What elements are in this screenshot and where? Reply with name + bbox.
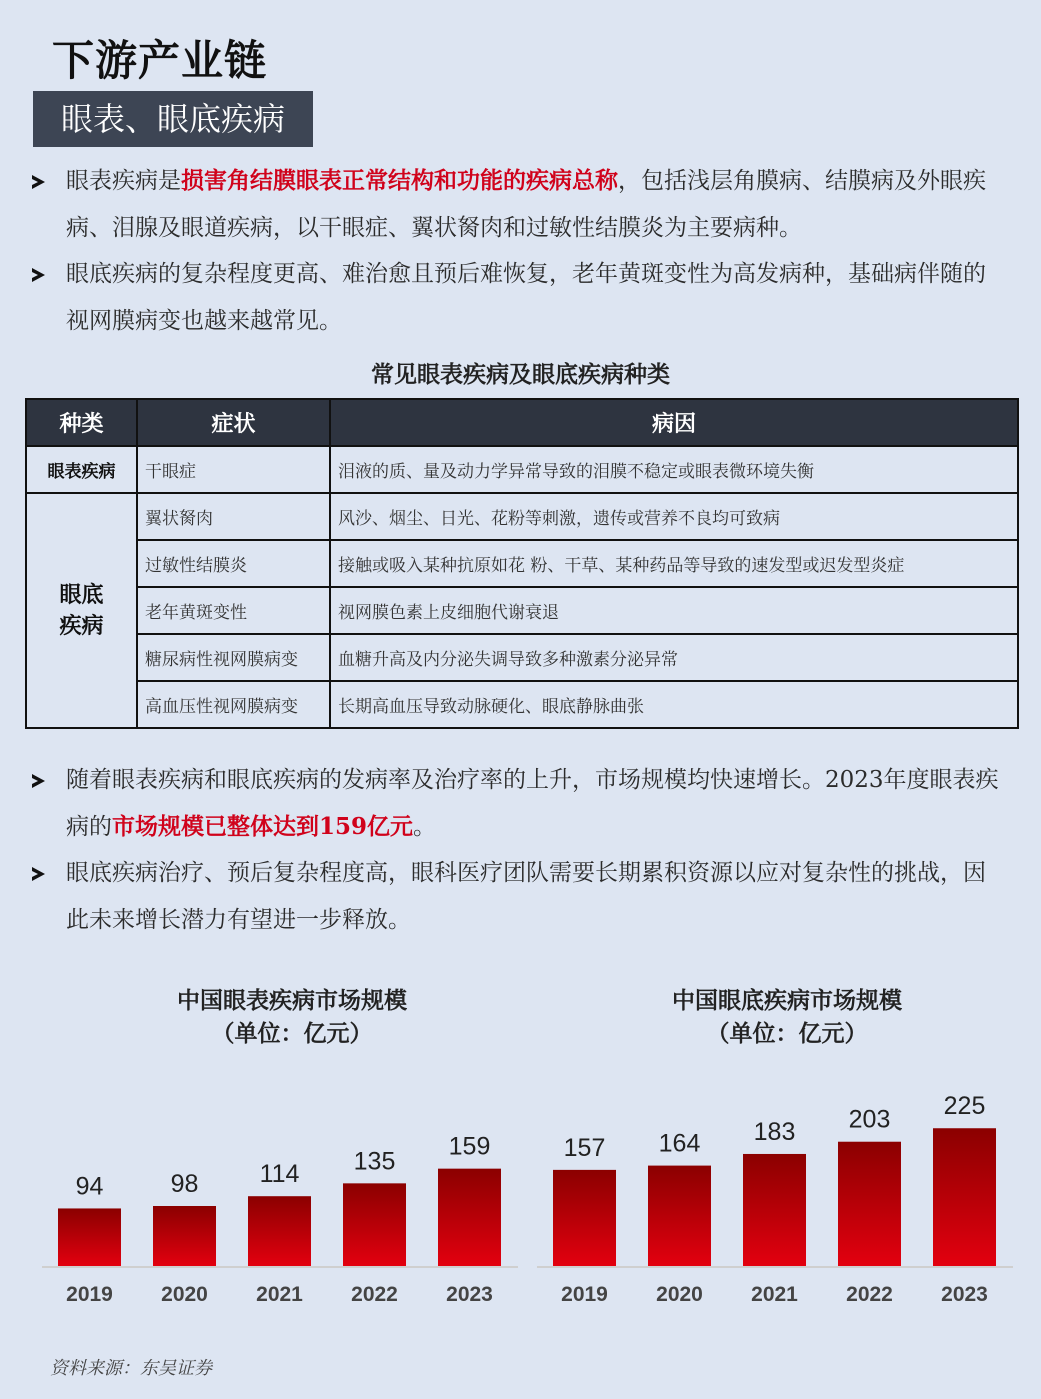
x-tick-label: 2022 <box>846 1283 893 1306</box>
data-label: 225 <box>943 1092 986 1121</box>
x-tick-label: 2022 <box>351 1283 398 1306</box>
data-label: 157 <box>563 1133 606 1162</box>
chart-1-title: 中国眼表疾病市场规模 <box>177 987 407 1014</box>
bar-2022 <box>838 1142 901 1266</box>
data-label: 94 <box>75 1172 104 1201</box>
arrow-bullet-icon <box>32 774 45 788</box>
page-title: 下游产业链 <box>52 36 268 85</box>
bullet-text: 。 <box>413 813 437 840</box>
data-label: 203 <box>848 1105 891 1134</box>
category-cell <box>26 493 137 728</box>
cause-cell: 血糖升高及内分泌失调导致多种激素分泌异常 <box>330 634 1018 681</box>
cause-cell: 风沙、烟尘、日光、花粉等刺激，遗传或营养不良均可致病 <box>330 493 1018 540</box>
data-label: 183 <box>753 1117 796 1146</box>
bar-2021 <box>248 1196 311 1266</box>
cause-cell: 泪液的质、量及动力学异常导致的泪膜不稳定或眼表微环境失衡 <box>330 446 1018 493</box>
table-caption: 常见眼表疾病及眼底疾病种类 <box>371 361 670 388</box>
bar-2020 <box>648 1166 711 1266</box>
chart-1-subtitle: （单位：亿元） <box>211 1020 373 1047</box>
symptom-cell: 糖尿病性视网膜病变 <box>137 634 330 681</box>
table-row <box>26 493 1018 540</box>
data-label: 164 <box>658 1129 701 1158</box>
arrow-bullet-icon <box>32 268 45 282</box>
cause-cell: 接触或吸入某种抗原如花 粉、干草、某种药品等导致的速发型或迟发型炎症 <box>330 540 1018 587</box>
x-tick-label: 2020 <box>161 1283 208 1306</box>
bar-2023 <box>933 1128 996 1266</box>
cause-cell: 长期高血压导致动脉硬化、眼底静脉曲张 <box>330 681 1018 728</box>
disease-table <box>25 398 1019 729</box>
table-row <box>26 446 1018 493</box>
chart-title-ocular-surface <box>57 984 527 1050</box>
bullet-item <box>30 158 1005 251</box>
bullet-list-top <box>30 158 1005 344</box>
arrow-bullet-icon <box>32 175 45 189</box>
bullet-text: 随着眼表疾病和眼底疾病的发病率及治疗率的上升，市场规模均快速增长。2023年度眼表疾病的 <box>66 767 999 840</box>
x-tick-label: 2023 <box>941 1283 988 1306</box>
fundus-bar-chart <box>525 1060 1025 1320</box>
header-category: 种类 <box>26 399 137 446</box>
bullet-text: 眼底疾病治疗、预后复杂程度高，眼科医疗团队需要长期累积资源以应对复杂性的挑战，因此未来增长潜力有望进一步释放。 <box>66 860 986 933</box>
header-cause: 病因 <box>330 399 1018 446</box>
table-row <box>26 634 1018 681</box>
table-row <box>26 587 1018 634</box>
data-label: 135 <box>353 1147 396 1176</box>
chart-2-title: 中国眼底疾病市场规模 <box>672 987 902 1014</box>
table-row <box>26 540 1018 587</box>
source-note: 资料来源：东吴证券 <box>50 1358 212 1379</box>
x-tick-label: 2021 <box>256 1283 303 1306</box>
x-tick-label: 2021 <box>751 1283 798 1306</box>
bullet-text: 眼表疾病是 <box>66 168 181 194</box>
x-tick-label: 2019 <box>561 1283 608 1306</box>
bullet-text: ，包括浅层角膜病、结膜病及外眼疾病、泪腺及眼道疾病，以干眼症、翼状胬肉和过敏性结膜炎为主要病种。 <box>66 168 986 241</box>
bullet-item <box>30 757 1005 850</box>
highlight-text: 市场规模已整体达到159亿元 <box>112 812 414 840</box>
bar-2022 <box>343 1183 406 1266</box>
symptom-cell: 翼状胬肉 <box>137 493 330 540</box>
x-tick-label: 2020 <box>656 1283 703 1306</box>
symptom-cell: 老年黄斑变性 <box>137 587 330 634</box>
cause-cell: 视网膜色素上皮细胞代谢衰退 <box>330 587 1018 634</box>
bar-2019 <box>553 1170 616 1266</box>
chart-title-fundus <box>552 984 1022 1050</box>
x-tick-label: 2023 <box>446 1283 493 1306</box>
bar-2023 <box>438 1169 501 1266</box>
bar-2021 <box>743 1154 806 1266</box>
bullet-list-bottom <box>30 757 1005 943</box>
arrow-bullet-icon <box>32 867 45 881</box>
table-header-row <box>26 399 1018 446</box>
symptom-cell: 干眼症 <box>137 446 330 493</box>
table-row <box>26 681 1018 728</box>
section-badge: 眼表、眼底疾病 <box>33 91 313 147</box>
bullet-text: 眼底疾病的复杂程度更高、难治愈且预后难恢复，老年黄斑变性为高发病种，基础病伴随的视网膜病变也越来越常见。 <box>66 261 986 334</box>
bar-2020 <box>153 1206 216 1266</box>
data-label: 159 <box>448 1132 491 1161</box>
category-label: 眼底 疾病 <box>59 581 104 639</box>
bullet-item <box>30 251 1005 344</box>
category-cell: 眼表疾病 <box>26 446 137 493</box>
ocular-surface-bar-chart <box>30 1060 530 1320</box>
x-tick-label: 2019 <box>66 1283 113 1306</box>
header-symptom: 症状 <box>137 399 330 446</box>
data-label: 98 <box>170 1170 199 1198</box>
bullet-item <box>30 850 1005 943</box>
symptom-cell: 过敏性结膜炎 <box>137 540 330 587</box>
chart-2-subtitle: （单位：亿元） <box>706 1020 868 1047</box>
bar-2019 <box>58 1208 121 1266</box>
symptom-cell: 高血压性视网膜病变 <box>137 681 330 728</box>
data-label: 114 <box>259 1160 300 1189</box>
highlight-text: 损害角结膜眼表正常结构和功能的疾病总称 <box>181 167 618 194</box>
